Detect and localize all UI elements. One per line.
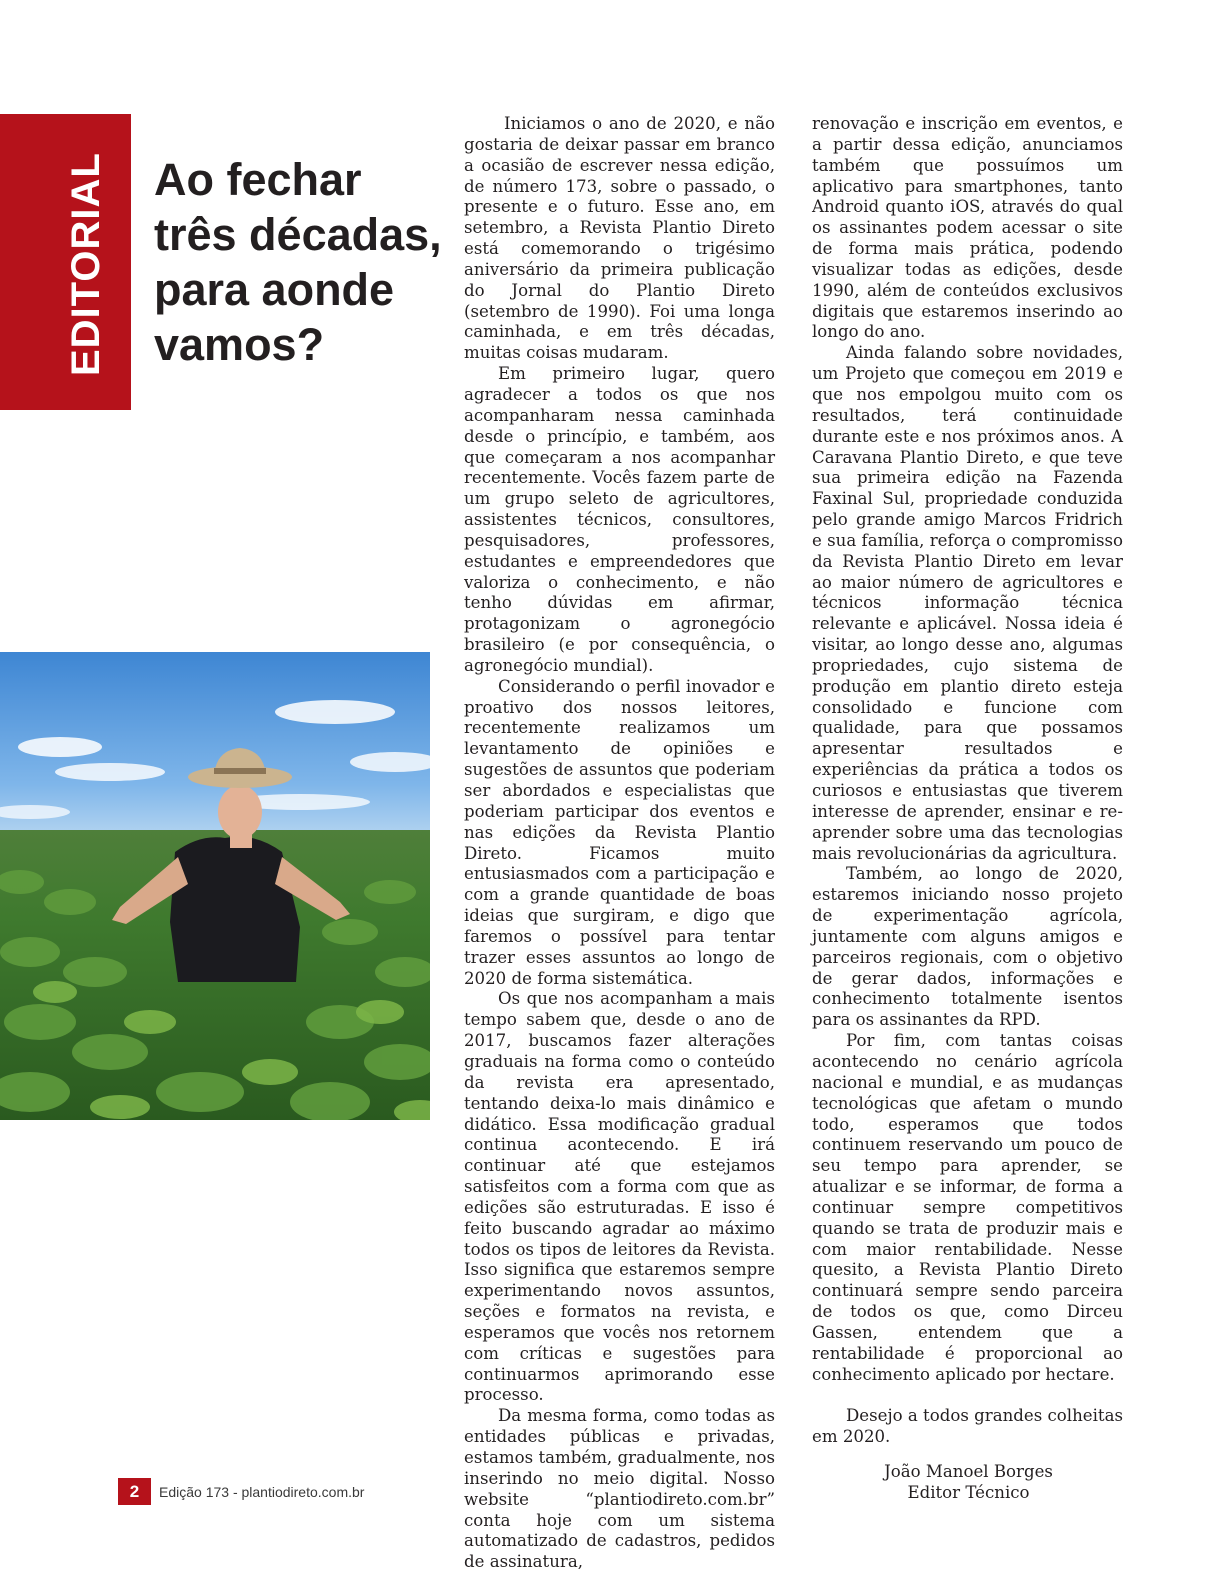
paragraph: Em primeiro lugar, quero agradecer a todos os que nos acompanharam nessa caminhada desde o princípio, e também, aos que começaram a nos acompanhar recentemente. Vocês fazem parte de um grupo seleto de agricultores, assistentes técnicos, consultores, pesquisadores, professores, estudantes e empreendedores que valoriza o conhecimento, e não tenho dúvidas em afirmar, protagonizam o agronegócio brasileiro (e por consequência, o agronegócio mundial). xyxy=(464,364,775,675)
signature xyxy=(812,1462,1123,1503)
paragraph: Da mesma forma, como todas as entidades públicas e privadas, estamos também, gradualmente, nos inserindo no meio digital. Nosso website “plantiodireto.com.br” conta hoje com um sistema automatizado de cadastros, pedidos de assinatura, xyxy=(464,1406,775,1572)
paragraph: renovação e inscrição em eventos, e a partir dessa edição, anunciamos também que possuímos um aplicativo para smartphones, tanto Android quanto iOS, através do qual os assinantes podem acessar o site de forma mais prática, podendo visualizar todas as edições, desde 1990, além de conteúdos exclusivos digitais que estaremos inserindo ao longo do ano. xyxy=(812,114,1123,342)
headline xyxy=(154,152,444,372)
paragraph: Por fim, com tantas coisas acontecendo no cenário agrícola nacional e mundial, e as mudanças tecnológicas que afetam o mundo todo, esperamos que todos continuem reservando um pouco de seu tempo para aprender, se atualizar e se informar, de forma a continuar sempre competitivos quando se trata de produzir mais e com maior rentabilidade. Nesse quesito, a Revista Plantio Direto continuará sempre sendo parceira de todos os que, como Dirceu Gassen, entendem que a rentabilidade é proporcional ao conhecimento aplicado por hectare. xyxy=(812,1031,1123,1384)
paragraph: Iniciamos o ano de 2020, e não gostaria de deixar passar em branco a ocasião de escrever nessa edição, de número 173, sobre o passado, o presente e o futuro. Esse ano, em setembro, a Revista Plantio Direto está comemorando o trigésimo aniversário da primeira publicação do Jornal do Plantio Direto (setembro de 1990). Foi uma longa caminhada, e em três décadas, muitas coisas mudaram. xyxy=(464,114,775,363)
signature-name: João Manoel Borges xyxy=(884,1462,1053,1482)
page-number: 2 xyxy=(118,1478,151,1505)
text-column-1 xyxy=(464,114,775,1573)
text-column-2 xyxy=(812,114,1123,1503)
section-tab xyxy=(0,114,131,410)
spacer xyxy=(812,1385,1123,1406)
paragraph: Considerando o perfil inovador e proativo dos nossos leitores, recentemente realizamos um levantamento de opiniões e sugestões de assuntos que poderiam ser abordados e especialistas que poderiam participar dos eventos e nas edições da Revista Plantio Direto. Ficamos muito entusiasmados com a participação e com a grande quantidade de boas ideias que surgiram, e digo que faremos o possível para tentar trazer esses assuntos ao longo de 2020 de forma sistemática. xyxy=(464,676,775,988)
footer-edition-text: Edição 173 - plantiodireto.com.br xyxy=(159,1483,365,1500)
section-label: EDITORIAL xyxy=(64,152,108,376)
signature-title: Editor Técnico xyxy=(907,1482,1030,1502)
photo-farmer-soy-field xyxy=(0,652,430,1120)
paragraph: Também, ao longo de 2020, estaremos iniciando nosso projeto de experimentação agrícola, juntamente com alguns amigos e parceiros regionais, com o objetivo de gerar dados, informações e conhecimento totalmente isentos para os assinantes da RPD. xyxy=(812,864,1123,1030)
paragraph: Ainda falando sobre novidades, um Projeto que começou em 2019 e que nos empolgou muito com os resultados, terá continuidade durante este e nos próximos anos. A Caravana Plantio Direto, e que teve sua primeira edição na Fazenda Faxinal Sul, propriedade conduzida pelo grande amigo Marcos Fridrich e sua família, reforça o compromisso da Revista Plantio Direto em levar ao maior número de agricultores e técnicos informação técnica relevante e aplicável. Nossa ideia é visitar, ao longo desse ano, algumas propriedades, cujo sistema de produção em plantio direto esteja consolidado e funcione com qualidade, para que possamos apresentar resultados e experiências da prática a todos os curiosos e entusiastas que tiverem interesse de aprender, ensinar e re-aprender sobre uma das tecnologias mais revolucionárias da agricultura. xyxy=(812,343,1123,863)
headline-line: para aonde xyxy=(154,264,395,315)
headline-line: Ao fechar xyxy=(154,154,362,205)
headline-line: vamos? xyxy=(154,319,325,370)
paragraph: Os que nos acompanham a mais tempo sabem que, desde o ano de 2017, buscamos fazer alterações graduais na forma como o conteúdo da revista era apresentado, tentando deixa-lo mais dinâmico e didático. Essa modificação gradual continua acontecendo. E irá continuar até que estejamos satisfeitos com a forma com que as edições são estruturadas. E isso é feito buscando agradar ao máximo todos os tipos de leitores da Revista. Isso significa que estaremos sempre experimentando novos assuntos, seções e formatos na revista, e esperamos que vocês nos retornem com críticas e sugestões para continuarmos aprimorando esse processo. xyxy=(464,989,775,1405)
headline-line: três décadas, xyxy=(154,209,442,260)
closing-paragraph: Desejo a todos grandes colheitas em 2020. xyxy=(812,1406,1123,1447)
page-footer xyxy=(118,1478,364,1505)
